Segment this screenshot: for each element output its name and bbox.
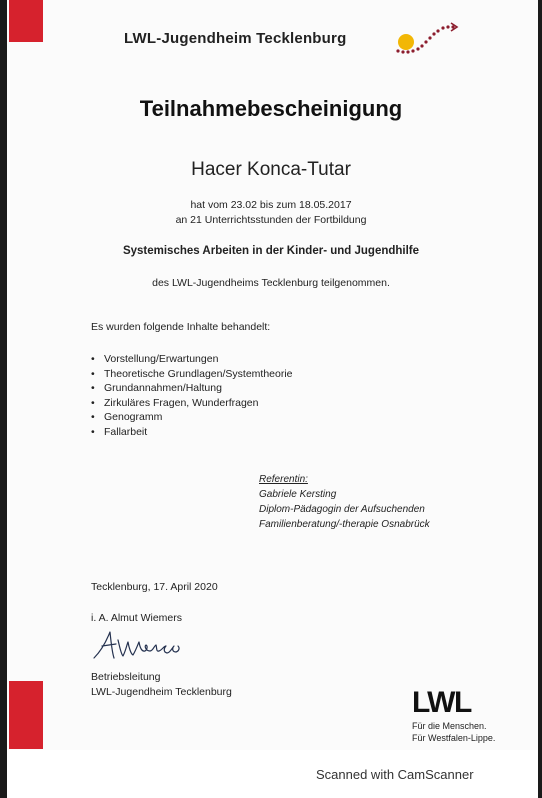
document-title: Teilnahmebescheinigung bbox=[139, 96, 403, 121]
camscanner-watermark: Scanned with CamScanner bbox=[316, 767, 474, 782]
topics-list bbox=[91, 352, 293, 440]
topics-intro: Es wurden folgende Inhalte behandelt: bbox=[91, 321, 271, 333]
lwl-slogan-line-1: Für die Menschen. bbox=[412, 721, 487, 731]
topic-item: • Theoretische Grundlagen/Systemtheorie bbox=[91, 367, 293, 382]
handwritten-signature bbox=[90, 624, 185, 664]
course-period: hat vom 23.02 bis zum 18.05.2017 bbox=[190, 199, 352, 211]
signer-organisation: LWL-Jugendheim Tecklenburg bbox=[91, 686, 232, 698]
dotted-sun-arc-icon bbox=[393, 20, 459, 56]
signer-role: Betriebsleitung bbox=[91, 671, 161, 683]
topic-item: • Grundannahmen/Haltung bbox=[91, 381, 293, 396]
course-hours: an 21 Unterrichtsstunden der Fortbildung bbox=[175, 214, 367, 226]
topic-item: • Vorstellung/Erwartungen bbox=[91, 352, 293, 367]
referent-title-line-1: Diplom-Pädagogin der Aufsuchenden bbox=[259, 504, 425, 515]
lwl-logo: LWL bbox=[412, 686, 471, 719]
topic-item: • Zirkuläres Fragen, Wunderfragen bbox=[91, 396, 293, 411]
course-title: Systemisches Arbeiten in der Kinder- und Jugendhilfe bbox=[122, 245, 420, 257]
signer-name: i. A. Almut Wiemers bbox=[91, 612, 183, 624]
place-date: Tecklenburg, 17. April 2020 bbox=[91, 581, 218, 593]
referent-title-line-2: Familienberatung/-therapie Osnabrück bbox=[259, 519, 430, 530]
topic-item: • Genogramm bbox=[91, 410, 293, 425]
lwl-slogan-line-2: Für Westfalen-Lippe. bbox=[412, 733, 496, 743]
red-corner-tab-bottom bbox=[9, 681, 43, 749]
red-corner-tab-top bbox=[9, 0, 43, 42]
participant-name: Hacer Konca-Tutar bbox=[191, 159, 351, 180]
institution-line: des LWL-Jugendheims Tecklenburg teilgenommen. bbox=[152, 277, 390, 289]
topic-item: • Fallarbeit bbox=[91, 425, 293, 440]
referent-name: Gabriele Kersting bbox=[259, 489, 337, 500]
letterhead-title: LWL-Jugendheim Tecklenburg bbox=[124, 30, 347, 47]
referent-label: Referentin: bbox=[259, 474, 308, 485]
